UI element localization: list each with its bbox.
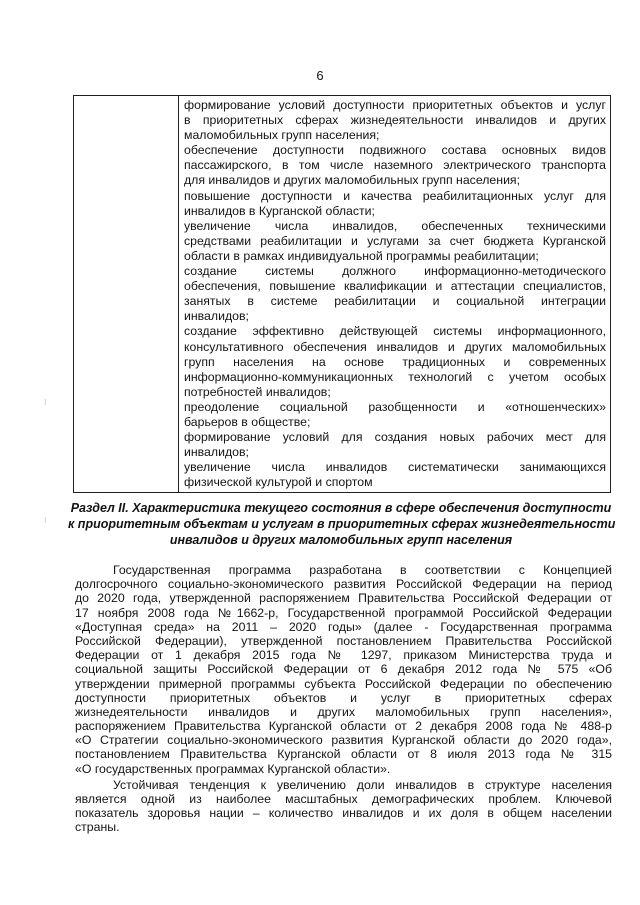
goal-line: в приоритетных сферах жизнедеятельности инвалидов и других [184, 113, 606, 128]
scan-artifact: ⁝ [44, 516, 47, 525]
goal-line: увеличение числа инвалидов, обеспеченных техническими [184, 218, 606, 233]
goal-line: занятых в системе реабилитации и социальной интеграции [184, 294, 606, 309]
goals-table-left-cell [74, 96, 179, 492]
section-heading-line: инвалидов и других маломобильных групп населения [169, 533, 513, 547]
goal-line: формирование условий доступности приоритетных объектов и услуг [184, 98, 606, 112]
paragraph-line: Федерации от 1 декабря 2015 года № 1297, приказом Министерства труда и [75, 648, 612, 663]
paragraph-line: постановлением Правительства Курганской области от 8 июля 2013 года № 315 [75, 747, 612, 762]
goal-line: повышение доступности и качества реабилитационных услуг для [184, 188, 606, 203]
paragraph-line: утверждении примерной программы субъекта Российской Федерации по обеспечению [75, 676, 612, 691]
goal-line: увеличение числа инвалидов систематически занимающихся [184, 460, 606, 475]
goal-line: формирование условий для создания новых рабочих мест для [184, 430, 606, 445]
paragraph-line: показатель здоровья нации – количество инвалидов и их доля в общем населении [75, 806, 612, 821]
paragraph-line: является одной из наиболее масштабных демографических проблем. Ключевой [75, 792, 612, 806]
paragraph-2 [75, 778, 612, 835]
goal-line: обеспечения, повышение квалификации и аттестации специалистов, [184, 279, 606, 294]
goal-line: информационно-коммуникационных технологий с учетом особых [184, 369, 606, 384]
paragraph-line: «Доступная среда» на 2011 – 2020 годы» (далее - Государственная программа [75, 619, 612, 634]
paragraph-1 [75, 563, 612, 776]
paragraph-line: «О Стратегии социально-экономического развития Курганской области до 2020 года», [75, 733, 612, 748]
paragraph-line: «О государственных программах Курганской области». [75, 761, 391, 776]
body-text [75, 563, 612, 835]
paragraph-line: Российской Федерации), утвержденной постановлением Правительства Российской [75, 633, 612, 648]
paragraph-line: распоряжением Правительства Курганской области от 2 декабря 2008 года № 488-р [75, 719, 612, 734]
paragraph-line: до 2020 года, утвержденной распоряжением Правительства Российской Федерации от [75, 591, 612, 606]
goal-line: консультативного обеспечения инвалидов и других маломобильных [184, 339, 606, 354]
section-heading-line: Раздел II. Характеристика текущего состояния в сфере обеспечения доступности [70, 501, 612, 515]
goal-line: инвалидов в Курганской области; [184, 203, 375, 218]
paragraph-line: страны. [75, 820, 120, 835]
goal-line: потребностей инвалидов; [184, 384, 331, 399]
goal-line: преодоление социальной разобщенности и «отношенческих» [184, 399, 606, 414]
section-heading [68, 500, 614, 548]
goal-line: обеспечение доступности подвижного состава основных видов [184, 143, 606, 158]
goal-line: области в рамках индивидуальной программы реабилитации; [184, 248, 539, 263]
paragraph-line: социальной защиты Российской Федерации от 6 декабря 2012 года № 575 «Об [75, 662, 612, 677]
section-heading-line: к приоритетным объектам и услугам в приоритетных сферах жизнедеятельности [68, 517, 616, 531]
goal-line: средствами реабилитации и услугами за счет бюджета Курганской [184, 233, 606, 248]
scan-artifact: ⁝ [44, 398, 47, 407]
goal-line: физической культурой и спортом [184, 475, 373, 490]
paragraph-line: долгосрочного социально-экономического развития Российской Федерации на период [75, 577, 612, 592]
goal-line: барьеров в обществе; [184, 414, 311, 429]
goals-table-right-cell [184, 98, 606, 492]
paragraph-line: доступности приоритетных объектов и услуг в приоритетных сферах [75, 690, 612, 705]
goal-line: создание эффективно действующей системы информационного, [184, 324, 606, 339]
page-number: 6 [316, 68, 324, 83]
paragraph-line: Государственная программа разработана в соответствии с Концепцией [113, 563, 612, 577]
goal-line: групп населения на основе традиционных и современных [184, 354, 606, 369]
goal-line: инвалидов; [184, 445, 249, 460]
goal-line: пассажирского, в том числе наземного электрического транспорта [184, 158, 606, 173]
paragraph-line: 17 ноября 2008 года №1662-р, Государственной программой Российской Федерации [75, 605, 612, 620]
goal-line: создание системы должного информационно-методического [184, 264, 606, 279]
goal-line: для инвалидов и других маломобильных групп населения; [184, 173, 521, 188]
paragraph-line: Устойчивая тенденция к увеличению доли инвалидов в структуре населения [113, 777, 612, 792]
goal-line: инвалидов; [184, 309, 249, 324]
goals-table [73, 95, 611, 493]
goal-line: маломобильных групп населения; [184, 128, 380, 143]
paragraph-line: жизнедеятельности инвалидов и других маломобильных групп населения», [75, 704, 612, 719]
